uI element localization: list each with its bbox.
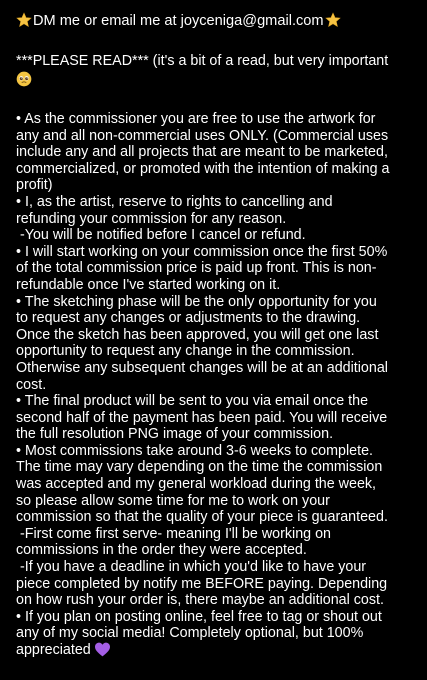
term-text: • I will start working on your commission once the first 50% of the total commission price is paid up front. This is non- refundable once I've started working on it. <box>16 243 388 293</box>
contact-header <box>16 12 417 30</box>
term-subnote: -You will be notified before I cancel or refund. <box>16 227 306 244</box>
term-subnote: -If you have a deadline in which you'd like to have your piece completed by notify me BEFORE paying. Depending on how rush your order is, there maybe an additional cost. <box>16 559 388 609</box>
pleading-face-icon <box>16 71 32 87</box>
term-text: • I, as the artist, reserve to rights to cancelling and refunding your commission for any reason. <box>16 193 333 227</box>
term-non-commercial <box>16 111 417 194</box>
star-icon <box>325 12 341 28</box>
term-timeline <box>16 443 417 609</box>
term-payment <box>16 244 417 294</box>
contact-text: DM me or email me at joyceniga@gmail.com <box>33 13 324 29</box>
term-text: • As the commissioner you are free to use the artwork for any and all non-commercial uses ONLY. (Commercial uses include any and all projects that are meant to be marketed, commercialized, or promoted with the intention of making a profit) <box>16 111 390 194</box>
term-text: • Most commissions take around 3-6 weeks to complete. The time may vary depending on the time the commission was accepted and my general workload during the week, so please allow some time for me to work on your commission so that the quality of your piece is guaranteed. <box>16 442 388 526</box>
term-text: • The sketching phase will be the only opportunity for you to request any changes or adjustments to the drawing. Once the sketch has been approved, you will get one last opportunity to request any change in the commission. Otherwise any subsequent changes will be at an additional cost. <box>16 293 388 393</box>
term-text: • If you plan on posting online, feel free to tag or shout out any of my social media! Completely optional, but 100% appreciated <box>16 608 382 658</box>
term-posting <box>16 609 417 659</box>
term-delivery <box>16 393 417 443</box>
term-text: • The final product will be sent to you via email once the second half of the payment has been paid. You will receive the full resolution PNG image of your commission. <box>16 393 388 443</box>
term-subnote: -First come first serve- meaning I'll be working on commissions in the order they were accepted. <box>16 525 331 559</box>
please-read-text: ***PLEASE READ*** (it's a bit of a read, but very important <box>16 53 389 69</box>
please-read-notice <box>16 52 417 88</box>
purple-heart-icon <box>94 642 111 657</box>
term-sketch-phase <box>16 294 417 394</box>
term-cancellation <box>16 194 417 244</box>
star-icon <box>16 12 32 28</box>
